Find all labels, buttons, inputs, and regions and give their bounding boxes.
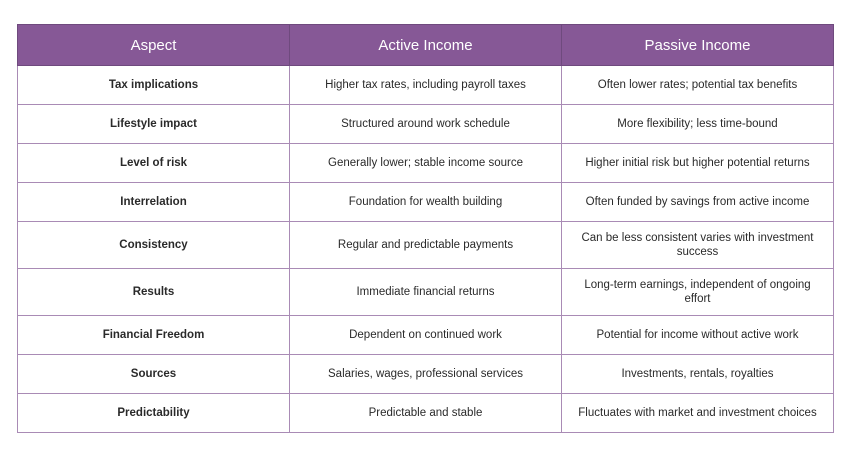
table-row <box>18 394 834 433</box>
table-row <box>18 105 834 144</box>
passive-income-cell: More flexibility; less time-bound <box>562 105 834 144</box>
table-row <box>18 316 834 355</box>
passive-income-cell: Higher initial risk but higher potential returns <box>562 144 834 183</box>
income-comparison-table <box>17 24 834 433</box>
comparison-table-container <box>17 24 833 433</box>
header-aspect: Aspect <box>18 25 290 66</box>
table-row <box>18 222 834 269</box>
aspect-cell: Consistency <box>18 222 290 269</box>
aspect-cell: Level of risk <box>18 144 290 183</box>
header-passive-income: Passive Income <box>562 25 834 66</box>
active-income-cell: Immediate financial returns <box>290 269 562 316</box>
table-row <box>18 144 834 183</box>
passive-income-cell: Often lower rates; potential tax benefits <box>562 66 834 105</box>
active-income-cell: Higher tax rates, including payroll taxes <box>290 66 562 105</box>
active-income-cell: Foundation for wealth building <box>290 183 562 222</box>
active-income-cell: Regular and predictable payments <box>290 222 562 269</box>
passive-income-cell: Fluctuates with market and investment choices <box>562 394 834 433</box>
aspect-cell: Results <box>18 269 290 316</box>
passive-income-cell: Can be less consistent varies with investment success <box>562 222 834 269</box>
aspect-cell: Sources <box>18 355 290 394</box>
header-row <box>18 25 834 66</box>
aspect-cell: Predictability <box>18 394 290 433</box>
active-income-cell: Predictable and stable <box>290 394 562 433</box>
table-header <box>18 25 834 66</box>
aspect-cell: Financial Freedom <box>18 316 290 355</box>
active-income-cell: Dependent on continued work <box>290 316 562 355</box>
passive-income-cell: Investments, rentals, royalties <box>562 355 834 394</box>
aspect-cell: Interrelation <box>18 183 290 222</box>
header-active-income: Active Income <box>290 25 562 66</box>
aspect-cell: Tax implications <box>18 66 290 105</box>
active-income-cell: Salaries, wages, professional services <box>290 355 562 394</box>
passive-income-cell: Potential for income without active work <box>562 316 834 355</box>
active-income-cell: Structured around work schedule <box>290 105 562 144</box>
passive-income-cell: Long-term earnings, independent of ongoing effort <box>562 269 834 316</box>
active-income-cell: Generally lower; stable income source <box>290 144 562 183</box>
aspect-cell: Lifestyle impact <box>18 105 290 144</box>
table-body <box>18 66 834 433</box>
table-row <box>18 66 834 105</box>
table-row <box>18 269 834 316</box>
table-row <box>18 183 834 222</box>
passive-income-cell: Often funded by savings from active income <box>562 183 834 222</box>
table-row <box>18 355 834 394</box>
